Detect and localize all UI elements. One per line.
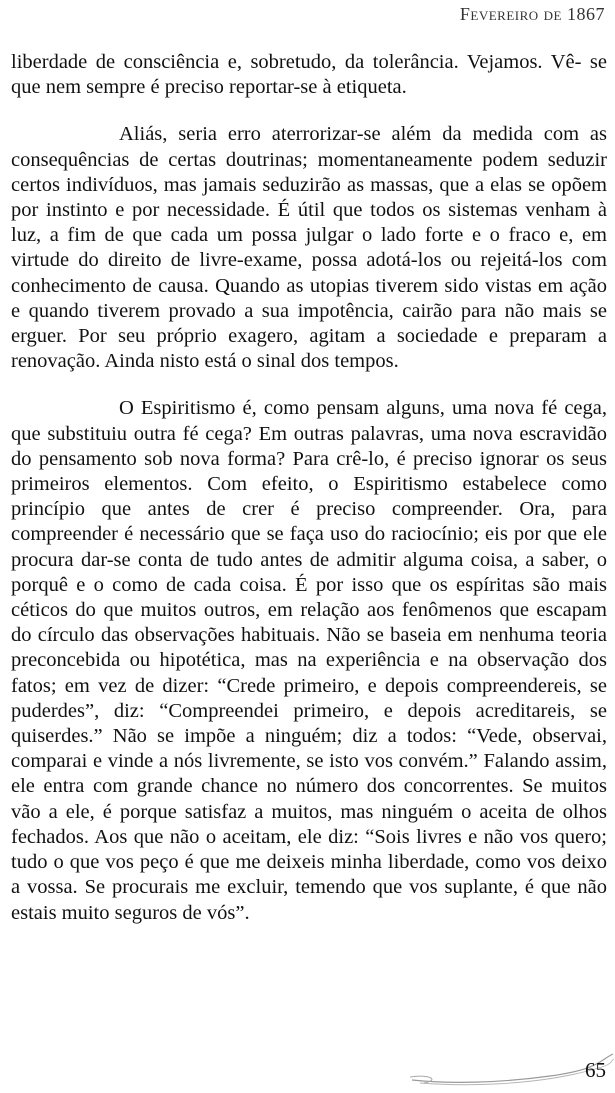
paragraph-3: O Espiritismo é, como pensam alguns, uma nova fé cega, que substituiu outra fé cega? Em outras palavras, uma nova escravidão do pensamento sob nova forma? Para crê-lo, é preciso ignorar os seus primeiros elementos. Com efeito, o Espiritismo estabelece como princípio que antes de crer é preciso compreender. Ora, para compreender é necessário que se faça uso do raciocínio; eis por que ele procura dar-se conta de tudo antes de admitir alguma coisa, a saber, o porquê e o como de cada coisa. É por isso que os espíritas são mais céticos do que muitos outros, em relação aos fenômenos que escapam do círculo das observações habituais. Não se baseia em nenhuma teoria preconcebida ou hipotética, mas na experiência e na observação dos fatos; em vez de dizer: “Crede primeiro, e depois compreendereis, se puderdes”, diz: “Compreendei primeiro, e depois acreditareis, se quiserdes.” Não se impõe a ninguém; diz a todos: “Vede, observai, comparai e vinde a nós livremente, se isto vos convém.” Falando assim, ele entra com grande chance no número dos concorrentes. Se muitos vão a ele, é porque satisfaz a muitos, mas ninguém o aceita de olhos fechados. Aos que não o aceitam, ele diz: “Sois livres e não vos quero; tudo o que vos peço é que me deixeis minha liberdade, como vos deixo a vossa. Se procurais me excluir, temendo que vos suplante, é que não estais muito seguros de vós”. — [11, 397, 607, 924]
paragraph-2: Aliás, seria erro aterrorizar-se além da medida com as consequências de certas doutrinas; momentaneamente podem seduzir certos indivíduos, mas jamais seduzirão as massas, que a elas se opõem por instinto e por necessidade. É útil que todos os sistemas venham à luz, a fim de que cada um possa julgar o lado forte e o fraco e, em virtude do direito de livre-exame, possa adotá-los ou rejeitá-los com conhecimento de causa. Quando as utopias tiverem sido vistas em ação e quando tiverem provado a sua impotência, cairão para não mais se erguer. Por seu próprio exagero, agitam a sociedade e preparam a renovação. Ainda nisto está o sinal dos tempos. — [11, 123, 607, 373]
paragraph-1: liberdade de consciência e, sobretudo, da tolerância. Vejamos. Vê- se que nem sempre é preciso reportar-se à etiqueta. — [11, 51, 607, 99]
running-header: Fevereiro de 1867 — [459, 4, 605, 24]
page-number: 65 — [585, 1058, 606, 1082]
page-body — [11, 50, 607, 948]
